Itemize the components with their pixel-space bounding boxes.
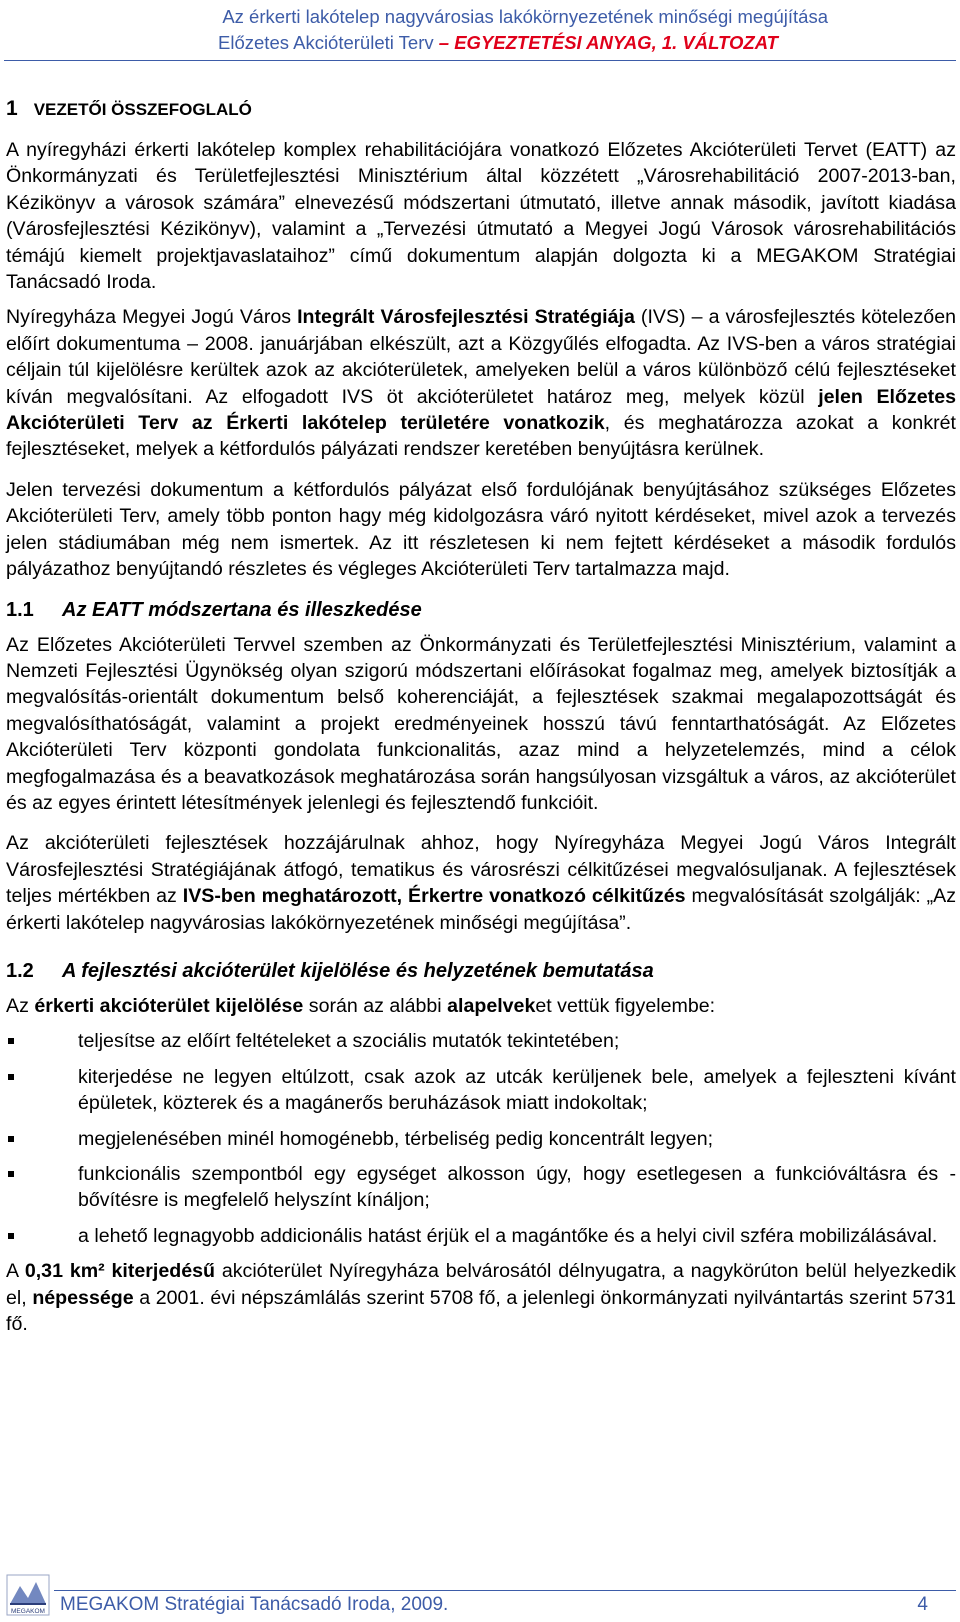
bullet-icon bbox=[8, 1074, 14, 1080]
svg-text:MEGAKOM: MEGAKOM bbox=[11, 1608, 45, 1615]
paragraph: A nyíregyházi érkerti lakótelep komplex rehabilitációjára vonatkozó Előzetes Akcióterületi Tervet (EATT) az Önkormányzati és Területfejlesztési Minisztérium által közzétett „Városrehabilitáció 2007-2013-ban, Kézikönyv a városok számára” elnevezésű módszertani útmutató, illetve annak második, javított kiadása (Városfejlesztési Kézikönyv), valamint a „Tervezési útmutató a Megyei Jogú Városok városrehabilitációs témájú kiemelt projektjavaslataihoz” című dokumentum alapján dolgozta ki a MEGAKOM Stratégiai Tanácsadó Iroda. bbox=[6, 139, 956, 294]
list-item: kiterjedése ne legyen eltúlzott, csak azok az utcák kerüljenek bele, amelyek a fejleszteni kívánt épületek, közterek és a magánerős beruházások miatt indokoltak; bbox=[6, 1064, 956, 1117]
megakom-logo-icon bbox=[6, 1574, 50, 1616]
footer-company: MEGAKOM Stratégiai Tanácsadó Iroda, 2009. bbox=[60, 1594, 449, 1615]
bullet-icon bbox=[8, 1171, 14, 1177]
section-1-heading bbox=[6, 96, 956, 123]
header-subtitle-line bbox=[0, 30, 960, 56]
paragraph: Az Előzetes Akcióterületi Tervvel szemben az Önkormányzati és Területfejlesztési Minisztérium, valamint a Nemzeti Fejlesztési Ügynökség olyan szigorú módszertani előírásokat fogalmaz meg, amelyek biztosítják a megvalósítás-orientált dokumentum belső koherenciáját, a fejlesztések szakmai megalapozottságát és megvalósíthatóságát, valamint a projekt eredményeinek hosszú távú fenntarthatóságát. Az Előzetes Akcióterületi Terv központi gondolata funkcionalitás, azaz mind a helyzetelemzés, mind a célok megfogalmazása és a beavatkozások meghatározása során hangsúlyosan vizsgáltuk a város, az akcióterület és az egyes érintett létesítmények jelenlegi és fejlesztendő funkcióit. bbox=[6, 633, 956, 814]
section-1-2-heading bbox=[6, 958, 956, 984]
list-item: funkcionális szempontból egy egységet alkosson úgy, hogy esetlegesen a funkcióváltásra és -bővítésre is megfelelő helyszínt kínáljon; bbox=[6, 1161, 956, 1214]
list-item: teljesítse az előírt feltételeket a szociális mutatók tekintetében; bbox=[6, 1028, 956, 1054]
header-subtitle: Előzetes Akcióterületi Terv bbox=[218, 32, 439, 53]
section-1-1-heading bbox=[6, 597, 956, 623]
section-title: A fejlesztési akcióterület kijelölése és helyzetének bemutatása bbox=[62, 959, 654, 982]
section-number: 1 bbox=[6, 97, 18, 120]
paragraph: Az akcióterületi fejlesztések hozzájárulnak ahhoz, hogy Nyíregyháza Megyei Jogú Város Integrált Városfejlesztési Stratégiájának átfogó, tematikus és városrészi célkitűzései megvalósuljanak. A fejlesztések teljes mértékben az IVS-ben meghatározott, Érkertre vonatkozó célkitűzés megvalósítását szolgálják: „Az érkerti lakótelep nagyvárosias lakókörnyezetének minőségi megújítása”. bbox=[6, 832, 957, 934]
bullet-icon bbox=[8, 1038, 14, 1044]
section-number: 1.2 bbox=[6, 959, 34, 982]
list-item: megjelenésében minél homogénebb, térbeliség pedig koncentrált legyen; bbox=[6, 1126, 956, 1152]
section-number: 1.1 bbox=[6, 598, 34, 621]
paragraph: A 0,31 km² kiterjedésű akcióterület Nyíregyháza belvárosától délnyugatra, a nagykörúton belül helyezkedik el, népessége a 2001. évi népszámlálás szerint 5708 fő, a jelenlegi önkormányzati nyilvántartás szerint 5731 fő. bbox=[6, 1260, 956, 1336]
paragraph: Jelen tervezési dokumentum a kétfordulós pályázat első fordulójának benyújtásához szükséges Előzetes Akcióterületi Terv, amely több ponton hagy még kidolgozásra váró nyitott kérdéseket, mivel azok a tervezés jelen stádiumában még nem ismertek. Az itt részletesen ki nem fejtett kérdéseket a második fordulós pályázathoz benyújtandó részletes és végleges Akcióterületi Terv tartalmazza majd. bbox=[6, 478, 956, 581]
bullet-icon bbox=[8, 1136, 14, 1142]
principles-list bbox=[6, 1028, 956, 1249]
paragraph: Nyíregyháza Megyei Jogú Város Integrált Városfejlesztési Stratégiája (IVS) – a városfejlesztés kötelezően előírt dokumentuma – 2008. januárjában elkészült, azt a Közgyűlés elfogadta. Az IVS-ben a város stratégiai céljain túl kijelölésre kerültek azok az akcióterületek, amelyeken belül a város különböző célú fejlesztéseket kíván megvalósítani. Az elfogadott IVS öt akcióterületet határoz meg, melyek közül jelen Előzetes Akcióterületi Terv az Érkerti lakótelep területére vonatkozik, és meghatározza azokat a konkrét fejlesztéseket, melyek a kétfordulós pályázati rendszer keretében benyújtásra kerülnek. bbox=[6, 306, 956, 461]
section-title: VEZETŐI ÖSSZEFOGLALÓ bbox=[33, 100, 252, 119]
list-item: a lehető legnagyobb addicionális hatást érjük el a magántőke és a helyi civil szféra mobilizálásával. bbox=[6, 1223, 956, 1249]
header-divider bbox=[4, 60, 956, 61]
header-status: – EGYEZTETÉSI ANYAG, 1. VÁLTOZAT bbox=[438, 32, 778, 53]
paragraph: Az érkerti akcióterület kijelölése során az alábbi alapelveket vettük figyelembe: bbox=[6, 994, 716, 1017]
page-number: 4 bbox=[917, 1594, 928, 1615]
header-title-line: Az érkerti lakótelep nagyvárosias lakókörnyezetének minőségi megújítása bbox=[222, 6, 828, 27]
document-body bbox=[6, 96, 956, 1346]
bullet-icon bbox=[8, 1233, 14, 1239]
footer-divider bbox=[54, 1590, 956, 1591]
page-header bbox=[0, 4, 960, 56]
section-title: Az EATT módszertana és illeszkedése bbox=[62, 598, 422, 621]
